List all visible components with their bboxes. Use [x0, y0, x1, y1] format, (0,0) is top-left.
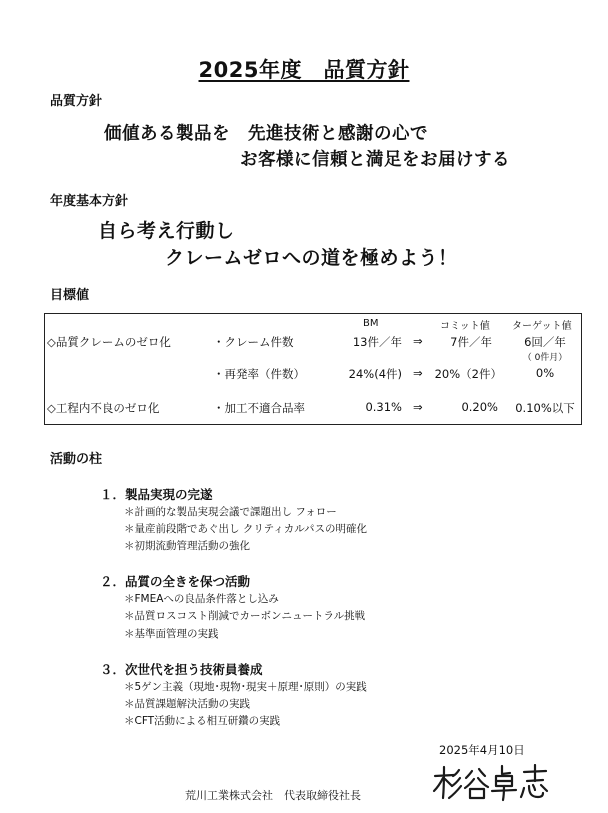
table-row-target: 6回／年 [524, 335, 566, 349]
col-header-target: ターゲット値 [512, 321, 572, 332]
list-item: ＊基準面管理の実践 [124, 628, 219, 640]
arrow-icon: ⇒ [413, 400, 423, 414]
annual-line-2: クレームゼロへの道を極めよう！ [165, 247, 458, 269]
table-row-target: 0% [535, 366, 555, 380]
col-header-commit: コミット値 [440, 321, 490, 332]
activity-group-title: ３．次世代を担う技術員養成 [100, 662, 263, 677]
table-row-bm: 24%(4件) [348, 367, 402, 381]
table-row-item: ・再発率（件数） [213, 367, 305, 381]
table-row-commit: 20%（2件） [434, 367, 502, 381]
list-item: ＊初期流動管理活動の強化 [124, 540, 250, 552]
company-signatory: 荒川工業株式会社 代表取締役社長 [185, 789, 361, 802]
table-row-target-note: （ 0件月） [522, 353, 568, 363]
table-row-target: 0.10%以下 [515, 401, 575, 415]
list-item: ＊量産前段階であぐ出し クリティカルパスの明確化 [124, 523, 368, 535]
table-row-commit: 0.20% [461, 400, 498, 414]
table-row-item: ・加工不適合品率 [213, 401, 305, 415]
policy-line-2: お客様に信頼と満足をお届けする [240, 150, 510, 170]
arrow-icon: ⇒ [413, 366, 423, 380]
col-header-bm: BM [363, 318, 379, 329]
activity-group-title: ２．品質の全きを保つ活動 [100, 574, 251, 589]
table-row-category: ◇品質クレームのゼロ化 [47, 335, 171, 349]
list-item: ＊品質ロスコスト削減でカーボンニュートラル挑戦 [124, 610, 366, 622]
list-item: ＊5ゲン主義（現地･現物･現実＋原理･原則）の実践 [124, 681, 367, 693]
policy-heading: 品質方針 [50, 94, 103, 109]
list-item: ＊FMEAへの良品条件落とし込み [124, 593, 279, 605]
targets-heading: 目標値 [50, 288, 90, 303]
list-item: ＊計画的な製品実現会議で課題出し フォロー [124, 506, 337, 518]
list-item: ＊品質課題解決活動の実践 [124, 698, 250, 710]
handwritten-signature [432, 764, 552, 806]
annual-line-1: 自ら考え行動し [98, 220, 235, 242]
table-row-item: ・クレーム件数 [213, 335, 294, 349]
table-row-bm: 13件／年 [352, 335, 402, 349]
arrow-icon: ⇒ [413, 334, 423, 348]
activities-heading: 活動の柱 [50, 452, 103, 467]
annual-heading: 年度基本方針 [50, 194, 129, 209]
table-row-category: ◇工程内不良のゼロ化 [47, 401, 160, 415]
table-row-bm: 0.31% [365, 400, 402, 414]
activity-group-title: １．製品実現の完遂 [100, 487, 213, 502]
table-row-commit: 7件／年 [450, 335, 492, 349]
policy-line-1: 価値ある製品を 先進技術と感謝の心で [104, 124, 428, 144]
page-title [0, 54, 608, 84]
list-item: ＊CFT活動による相互研鑽の実践 [124, 715, 281, 727]
issue-date: 2025年4月10日 [439, 743, 525, 757]
page-title-text: 2025年度 品質方針 [198, 58, 410, 82]
